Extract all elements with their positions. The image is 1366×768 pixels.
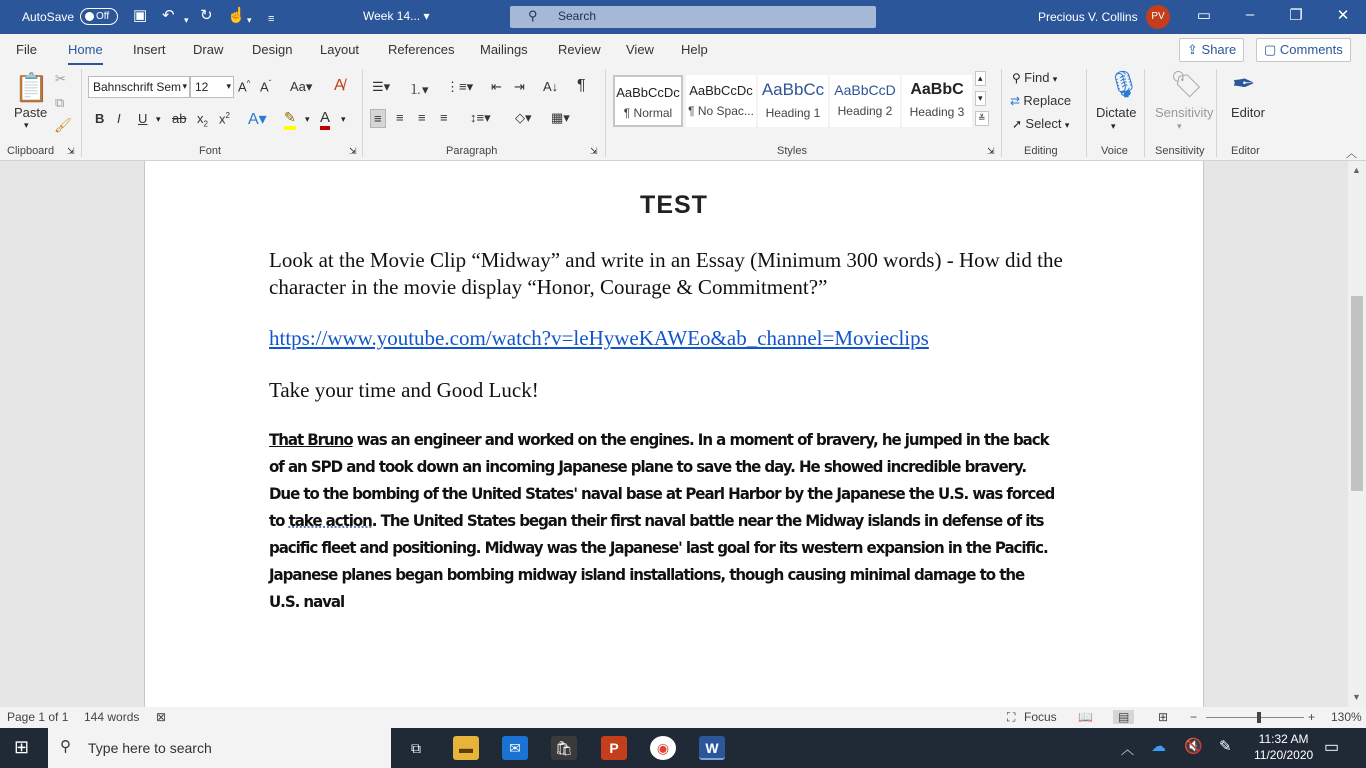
- separator: [1216, 69, 1217, 157]
- superscript-icon[interactable]: $x^2$: [219, 111, 230, 127]
- clear-formatting-icon[interactable]: A̸: [334, 77, 345, 94]
- bullets-icon[interactable]: ☰▾: [372, 79, 391, 94]
- styles-group-label: Styles: [777, 145, 807, 157]
- tab-references[interactable]: References: [388, 42, 455, 57]
- subscript-icon[interactable]: $x_2$: [197, 111, 208, 129]
- shading-icon[interactable]: ◇▾: [515, 110, 532, 125]
- paste-button[interactable]: Paste: [14, 105, 48, 120]
- font-color-icon[interactable]: A: [320, 109, 330, 130]
- windows-start-icon[interactable]: ⊞: [14, 737, 30, 757]
- style-preview: AaBbCc: [761, 80, 825, 99]
- font-family-value: Bahnschrift Sem: [93, 80, 182, 94]
- document-area: [0, 161, 1348, 707]
- find-icon: ⚲: [1012, 71, 1021, 85]
- zoom-level[interactable]: 130%: [1331, 710, 1362, 724]
- video-link[interactable]: https://www.youtube.com/watch?v=leHyweKAWEo&ab_channel=Movieclips: [269, 326, 929, 350]
- separator: [1001, 69, 1002, 157]
- style-name: Heading 3: [909, 105, 965, 119]
- powerpoint-icon[interactable]: P: [601, 736, 627, 760]
- ribbon: [0, 65, 1366, 161]
- grow-font-icon[interactable]: A^: [238, 79, 251, 95]
- close-icon[interactable]: ✕: [1336, 7, 1350, 24]
- page-count[interactable]: Page 1 of 1: [7, 710, 69, 724]
- undo-dropdown-icon[interactable]: ▾: [184, 15, 189, 25]
- styles-scroll-down-icon[interactable]: ▾: [975, 91, 986, 106]
- search-label: Search: [558, 9, 597, 23]
- clock-time: 11:32 AM: [1258, 732, 1309, 746]
- highlight-dropdown-icon[interactable]: ▾: [305, 114, 310, 124]
- dictate-button[interactable]: Dictate: [1096, 105, 1137, 120]
- pen-workspace-icon[interactable]: ✎: [1219, 738, 1232, 755]
- style-preview: AaBbCcD: [834, 82, 896, 98]
- replace-button[interactable]: [1010, 93, 1071, 108]
- focus-label[interactable]: Focus: [1024, 710, 1057, 724]
- taskbar-search[interactable]: [48, 728, 391, 768]
- separator: [362, 69, 363, 157]
- avatar[interactable]: PV: [1146, 5, 1170, 29]
- chevron-down-icon: ▾: [1064, 120, 1070, 130]
- style-name: Heading 2: [837, 104, 893, 118]
- volume-muted-icon[interactable]: 🔇: [1184, 738, 1203, 755]
- word-count[interactable]: 144 words: [84, 710, 140, 724]
- word-icon[interactable]: W: [699, 736, 725, 760]
- focus-mode-icon[interactable]: ⛶: [1007, 710, 1016, 724]
- font-launcher-icon[interactable]: ⇲: [349, 146, 357, 156]
- print-layout-icon[interactable]: ▤: [1113, 710, 1134, 724]
- tab-review[interactable]: Review: [558, 42, 601, 57]
- editor-pen-icon[interactable]: ✒: [1232, 68, 1256, 99]
- editing-group-label: Editing: [1024, 145, 1058, 157]
- dictate-dropdown-icon[interactable]: ▾: [1111, 121, 1116, 131]
- microphone-icon[interactable]: 🎙: [1107, 69, 1141, 99]
- web-layout-icon[interactable]: ⊞: [1158, 710, 1169, 724]
- separator: [1086, 69, 1087, 157]
- borders-icon[interactable]: ▦▾: [551, 110, 570, 125]
- zoom-slider-thumb[interactable]: [1257, 712, 1261, 723]
- style-name: ¶ No Spac...: [688, 104, 754, 118]
- comments-label: Comments: [1279, 42, 1343, 57]
- restore-icon[interactable]: ❐: [1289, 7, 1303, 24]
- customize-toolbar-icon[interactable]: ≡: [268, 13, 275, 25]
- zoom-slider[interactable]: [1206, 717, 1304, 718]
- text-effects-icon[interactable]: A▾: [248, 111, 267, 128]
- status-bar: [0, 707, 1366, 728]
- vertical-scrollbar[interactable]: [1348, 161, 1366, 707]
- undo-icon[interactable]: ↶: [162, 7, 175, 24]
- minimize-icon[interactable]: –: [1245, 6, 1255, 23]
- system-clock[interactable]: [1254, 731, 1313, 763]
- cursor-icon: ➚: [1012, 117, 1023, 131]
- ribbon-tabs: [0, 34, 1366, 65]
- sort-icon[interactable]: A↓: [543, 79, 559, 94]
- style-preview: AaBbC: [910, 81, 964, 98]
- align-right-icon[interactable]: ≡: [418, 110, 426, 125]
- search-box[interactable]: [510, 6, 876, 28]
- separator: [605, 69, 606, 157]
- paragraph-group-label: Paragraph: [446, 145, 498, 157]
- style-name: ¶ Normal: [623, 106, 673, 120]
- separator: [81, 69, 82, 157]
- tab-layout[interactable]: Layout: [320, 42, 360, 57]
- autosave-label: AutoSave: [22, 10, 75, 24]
- style-preview: AaBbCcDc: [616, 85, 680, 100]
- collapse-ribbon-icon[interactable]: ︿: [1346, 148, 1357, 160]
- comments-button[interactable]: [1256, 38, 1351, 62]
- select-button[interactable]: [1012, 116, 1069, 131]
- ribbon-display-icon[interactable]: ▭: [1196, 7, 1212, 24]
- sensitivity-button[interactable]: Sensitivity: [1155, 105, 1214, 120]
- taskbar-search-placeholder: Type here to search: [88, 740, 212, 756]
- clipboard-launcher-icon[interactable]: ⇲: [67, 146, 75, 156]
- taskbar: [0, 728, 1366, 768]
- file-explorer-icon[interactable]: ▬: [453, 736, 479, 760]
- chrome-icon[interactable]: ◉: [650, 736, 676, 760]
- italic-icon[interactable]: I: [117, 111, 121, 126]
- document-name[interactable]: Week 14... ▾: [363, 9, 430, 23]
- store-icon[interactable]: 🛍: [551, 736, 577, 760]
- styles-launcher-icon[interactable]: ⇲: [987, 146, 995, 156]
- comment-icon: ▢: [1264, 42, 1277, 57]
- video-link-paragraph: [269, 325, 1089, 352]
- zoom-in-icon[interactable]: +: [1308, 710, 1316, 724]
- tab-file[interactable]: File: [16, 42, 37, 57]
- font-size-combo[interactable]: [190, 76, 234, 98]
- style-normal[interactable]: [613, 75, 683, 127]
- chevron-down-icon: ▾: [182, 81, 187, 91]
- clock-date: 11/20/2020: [1254, 748, 1314, 762]
- essay-body[interactable]: [269, 427, 1055, 616]
- align-left-icon[interactable]: ≡: [370, 109, 386, 128]
- underline-icon[interactable]: U: [138, 111, 148, 126]
- scroll-thumb[interactable]: [1351, 296, 1363, 491]
- highlight-icon[interactable]: ✎: [284, 109, 296, 130]
- essay-text-end: . The United States began their first naval battle near the Midway islands in defense of its pacific fleet and positioning. Midway was the Japanese' last goal for its western expansion in the Pacific. Japanese planes began bombing midway island installations, though causing minimal damage to the U.S. naval: [269, 512, 1048, 611]
- separator: [1144, 69, 1145, 157]
- search-icon: ⚲: [528, 8, 538, 23]
- document-page[interactable]: [144, 161, 1204, 707]
- tab-view[interactable]: View: [626, 42, 654, 57]
- strikethrough-icon[interactable]: ab: [172, 111, 187, 126]
- mail-icon[interactable]: ✉: [502, 736, 528, 760]
- tab-help[interactable]: Help: [681, 42, 708, 57]
- tab-draw[interactable]: Draw: [193, 42, 224, 57]
- save-icon[interactable]: ▣: [133, 7, 148, 24]
- numbering-icon[interactable]: ⒈▾: [409, 82, 429, 97]
- find-button[interactable]: [1012, 70, 1057, 85]
- format-painter-icon[interactable]: 🖌: [54, 117, 72, 133]
- title-bar: [0, 0, 1366, 34]
- style-preview: AaBbCcDc: [689, 83, 753, 98]
- touch-mode-icon[interactable]: ☝: [227, 7, 246, 24]
- sensitivity-group-label: Sensitivity: [1155, 145, 1205, 157]
- chevron-down-icon: ▾: [1052, 74, 1058, 84]
- read-mode-icon[interactable]: 📖: [1078, 710, 1093, 724]
- font-family-combo[interactable]: [88, 76, 190, 98]
- onedrive-icon[interactable]: ☁: [1151, 738, 1166, 755]
- sensitivity-icon: 🏷: [1170, 69, 1204, 99]
- tab-insert[interactable]: Insert: [133, 42, 166, 57]
- align-center-icon[interactable]: ≡: [396, 110, 404, 125]
- document-heading: TEST: [640, 191, 708, 219]
- share-button[interactable]: [1179, 38, 1244, 62]
- increase-indent-icon[interactable]: ⇥: [514, 79, 525, 94]
- justify-icon[interactable]: ≡: [440, 110, 448, 125]
- font-color-dropdown-icon[interactable]: ▾: [341, 114, 346, 124]
- essay-text: was an engineer and worked on the engines. In a moment of bravery, he jumped in the back of an SPD and took down an incoming Japanese plane to save the day. He showed incredible bravery. Due to the bombing of the United States' naval base at Pearl Harbor by the Japanese the U.S. was forced to: [269, 431, 1055, 530]
- multilevel-list-icon[interactable]: ⋮≡▾: [446, 79, 474, 94]
- cut-icon[interactable]: ✂: [55, 71, 66, 86]
- copy-icon[interactable]: ⧉: [55, 95, 65, 110]
- grammar-flag-take-action[interactable]: take action: [288, 512, 372, 530]
- scroll-down-icon[interactable]: ▼: [1352, 692, 1361, 702]
- tab-mailings[interactable]: Mailings: [480, 42, 528, 57]
- scroll-up-icon[interactable]: ▲: [1352, 165, 1361, 175]
- style-heading-3[interactable]: [902, 75, 972, 127]
- styles-scroll-up-icon[interactable]: ▴: [975, 71, 986, 86]
- decrease-indent-icon[interactable]: ⇤: [491, 79, 502, 94]
- style-heading-2[interactable]: [830, 75, 900, 127]
- notifications-icon[interactable]: ▭: [1324, 739, 1340, 756]
- share-icon: ⇪: [1187, 42, 1198, 57]
- select-label: Select: [1025, 116, 1062, 131]
- show-marks-icon[interactable]: ¶: [577, 77, 586, 94]
- style-heading-1[interactable]: [758, 75, 828, 127]
- editor-button[interactable]: Editor: [1231, 105, 1265, 120]
- paste-icon[interactable]: 📋: [14, 72, 49, 103]
- bold-icon[interactable]: B: [95, 111, 105, 126]
- paragraph-launcher-icon[interactable]: ⇲: [590, 146, 598, 156]
- search-icon: ⚲: [60, 738, 71, 755]
- clipboard-group-label: Clipboard: [7, 145, 55, 157]
- essay-prompt: Look at the Movie Clip “Midway” and write in an Essay (Minimum 300 words) - How did the character in the movie display “Honor, Courage & Commitment?”: [269, 248, 1063, 299]
- shrink-font-icon[interactable]: $A^ˇ$: [260, 79, 272, 95]
- good-luck-text: Take your time and Good Luck!: [269, 378, 539, 402]
- proofing-icon[interactable]: ⊠: [156, 710, 167, 724]
- font-group-label: Font: [199, 145, 222, 157]
- replace-label: Replace: [1023, 93, 1072, 108]
- voice-group-label: Voice: [1101, 145, 1128, 157]
- user-name[interactable]: Precious V. Collins: [1038, 10, 1138, 24]
- font-size-value: 12: [195, 80, 209, 94]
- tab-home[interactable]: Home: [68, 42, 103, 57]
- tab-design[interactable]: Design: [252, 42, 293, 57]
- autosave-toggle[interactable]: Off: [80, 8, 118, 25]
- sensitivity-dropdown-icon[interactable]: ▾: [1177, 121, 1182, 131]
- styles-more-icon[interactable]: ≚: [975, 111, 989, 126]
- share-label: Share: [1201, 42, 1237, 57]
- task-view-icon[interactable]: ⧉: [411, 740, 421, 756]
- zoom-out-icon[interactable]: −: [1190, 710, 1198, 724]
- touch-dropdown-icon[interactable]: ▾: [247, 15, 252, 25]
- change-case-icon[interactable]: Aa▾: [290, 79, 313, 94]
- style-no-spacing[interactable]: [686, 75, 756, 127]
- underline-dropdown-icon[interactable]: ▾: [156, 114, 161, 124]
- chevron-down-icon: ▾: [226, 81, 231, 91]
- redo-icon[interactable]: ↻: [200, 7, 213, 24]
- find-label: Find: [1024, 70, 1050, 85]
- line-spacing-icon[interactable]: ↕≡▾: [470, 110, 491, 125]
- replace-icon: ⇄: [1010, 94, 1021, 108]
- show-hidden-icons-icon[interactable]: ︿: [1121, 742, 1135, 757]
- spelling-flag-bruno[interactable]: That Bruno: [269, 431, 353, 449]
- style-name: Heading 1: [765, 106, 821, 120]
- editor-group-label: Editor: [1231, 145, 1260, 157]
- paste-dropdown-icon[interactable]: ▾: [24, 120, 29, 130]
